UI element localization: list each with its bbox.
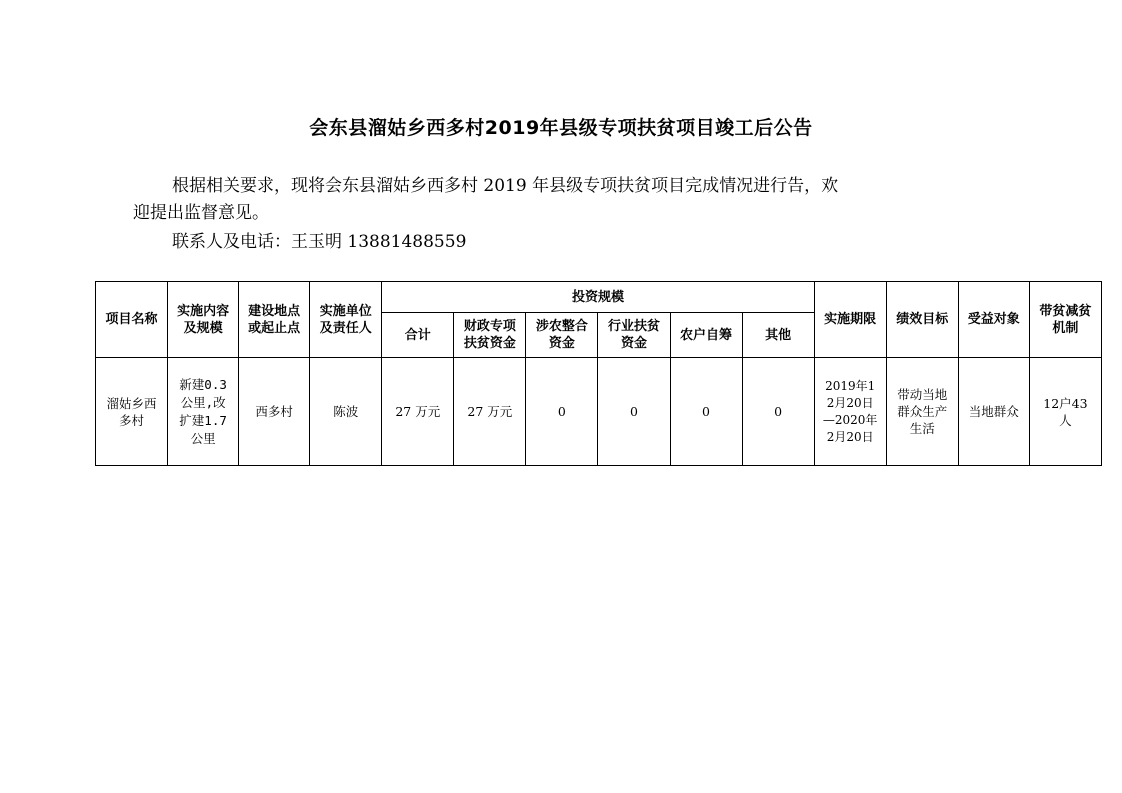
cell-other: 0: [742, 358, 814, 466]
cell-period: 2019年12月20日—2020年2月20日: [814, 358, 886, 466]
header-unit: 实施单位及责任人: [310, 282, 382, 358]
header-beneficiary: 受益对象: [958, 282, 1029, 358]
cell-goal: 带动当地群众生产生活: [886, 358, 958, 466]
header-location: 建设地点或起止点: [239, 282, 310, 358]
header-project-name: 项目名称: [96, 282, 168, 358]
cell-content: 新建0.3公里,改扩建1.7公里: [168, 358, 239, 466]
cell-location: 西多村: [239, 358, 310, 466]
header-investment: 投资规模: [382, 282, 814, 313]
cell-agri: 0: [526, 358, 598, 466]
header-agri: 涉农整合资金: [526, 313, 598, 358]
header-period: 实施期限: [814, 282, 886, 358]
cell-fiscal: 27 万元: [454, 358, 526, 466]
header-other: 其他: [742, 313, 814, 358]
cell-total: 27 万元: [382, 358, 454, 466]
cell-industry: 0: [598, 358, 670, 466]
cell-farmer: 0: [670, 358, 742, 466]
cell-unit: 陈波: [310, 358, 382, 466]
cell-beneficiary: 当地群众: [958, 358, 1029, 466]
header-goal: 绩效目标: [886, 282, 958, 358]
header-total: 合计: [382, 313, 454, 358]
cell-mechanism: 12户43人: [1029, 358, 1101, 466]
project-table: [95, 281, 1102, 466]
table-row: [96, 358, 1102, 466]
header-mechanism: 带贫减贫机制: [1029, 282, 1101, 358]
intro-paragraph-line1: 根据相关要求，现将会东县溜姑乡西多村 2019 年县级专项扶贫项目完成情况进行告，欢: [172, 176, 839, 196]
intro-paragraph-line2: 迎提出监督意见。: [133, 203, 269, 223]
cell-project-name: 溜姑乡西多村: [96, 358, 168, 466]
header-industry: 行业扶贫资金: [598, 313, 670, 358]
table-header-row: [96, 282, 1102, 313]
contact-info: 联系人及电话：王玉明 13881488559: [172, 232, 467, 252]
header-fiscal: 财政专项扶贫资金: [454, 313, 526, 358]
header-farmer: 农户自筹: [670, 313, 742, 358]
page-title: 会东县溜姑乡西多村2019年县级专项扶贫项目竣工后公告: [309, 117, 813, 139]
header-content: 实施内容及规模: [168, 282, 239, 358]
